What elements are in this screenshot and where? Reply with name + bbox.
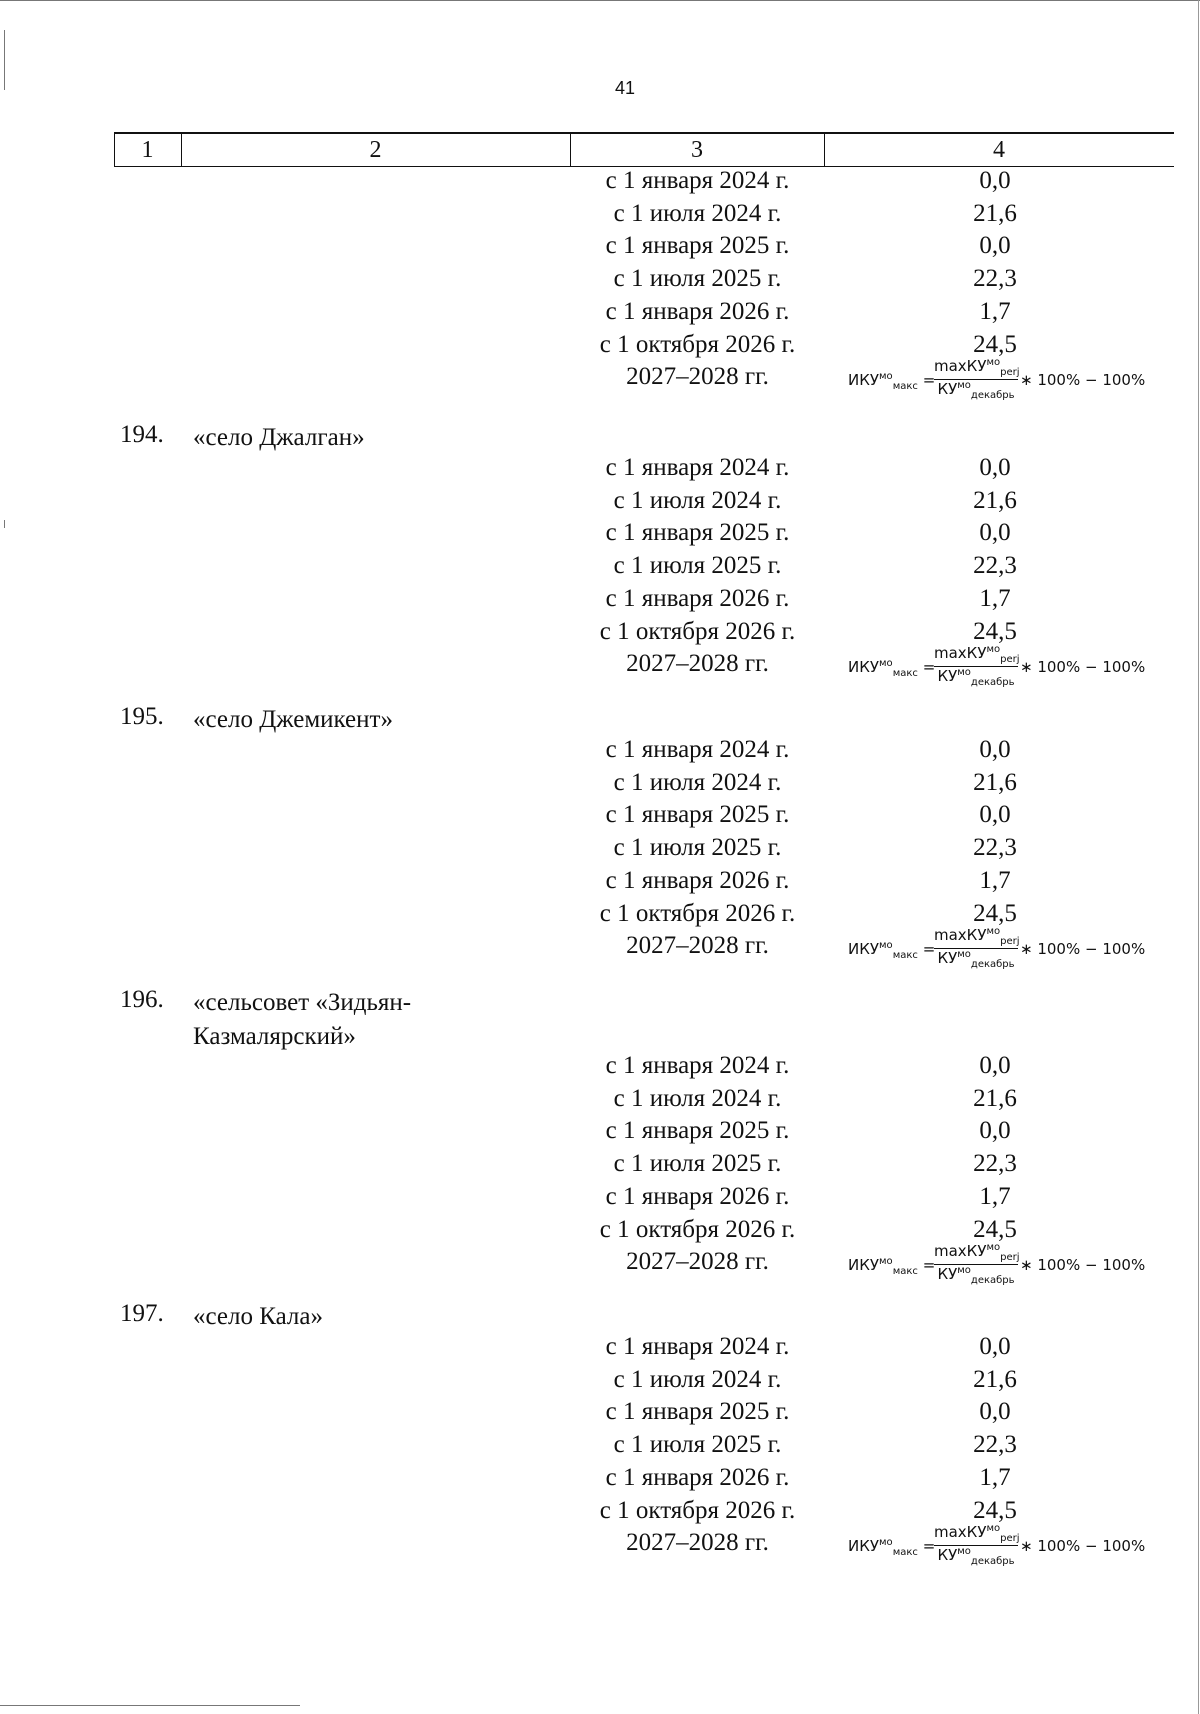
value-cell: 0,0 xyxy=(979,232,1011,260)
formula-rhs: ∗ 100% − 100% xyxy=(1020,371,1146,390)
value-cell: 1,7 xyxy=(979,866,1011,894)
period-cell: с 1 января 2024 г. xyxy=(605,1333,790,1360)
table-row xyxy=(0,1333,1200,1366)
formula xyxy=(848,1242,1158,1286)
header-col-1: 1 xyxy=(141,137,154,163)
table-row xyxy=(0,644,1200,689)
table-row xyxy=(0,926,1200,971)
period-cell: с 1 октября 2026 г. xyxy=(599,1496,796,1524)
value-cell: 22,3 xyxy=(973,834,1017,862)
table-row xyxy=(0,454,1200,487)
period-cell: с 1 января 2024 г. xyxy=(605,736,790,763)
period-cell: с 1 июля 2024 г. xyxy=(613,1084,782,1112)
table-row xyxy=(0,1242,1200,1287)
table-row xyxy=(0,769,1200,802)
period-cell: 2027–2028 гг. xyxy=(626,932,769,960)
value-cell: 24,5 xyxy=(973,1215,1017,1243)
table-row xyxy=(0,200,1200,233)
formula-numerator: maxКУ$^{мо}_{perj}$ xyxy=(934,644,1020,666)
period-cell: с 1 июля 2025 г. xyxy=(613,265,782,293)
value-cell: 0,0 xyxy=(979,519,1011,547)
entry-name: «село Кала» xyxy=(193,1303,323,1330)
formula-numerator: maxКУ$^{мо}_{perj}$ xyxy=(934,1523,1020,1545)
header-col-4: 4 xyxy=(993,137,1005,163)
table-row xyxy=(0,1398,1200,1431)
formula-lhs: $ИКУ^{мо}_{макс}$ = xyxy=(848,1537,936,1559)
formula-rhs: ∗ 100% − 100% xyxy=(1020,1256,1146,1275)
table-row xyxy=(0,232,1200,265)
table-row xyxy=(0,298,1200,331)
formula xyxy=(848,1523,1158,1567)
entry-number: 195. xyxy=(120,703,164,730)
table-row xyxy=(0,1464,1200,1497)
table-row xyxy=(0,1117,1200,1150)
table-row xyxy=(0,357,1200,402)
entry-header xyxy=(0,1300,1200,1333)
formula-rhs: ∗ 100% − 100% xyxy=(1020,658,1146,677)
value-cell: 21,6 xyxy=(973,1365,1017,1393)
formula-numerator: maxКУ$^{мо}_{perj}$ xyxy=(934,1242,1020,1264)
period-cell: с 1 июля 2024 г. xyxy=(613,486,782,514)
value-cell: 21,6 xyxy=(973,199,1017,227)
value-cell: 24,5 xyxy=(973,1496,1017,1524)
formula xyxy=(848,926,1158,970)
table-row xyxy=(0,519,1200,552)
formula-lhs: $ИКУ^{мо}_{макс}$ = xyxy=(848,371,936,393)
period-cell: с 1 января 2024 г. xyxy=(605,454,790,481)
value-cell: 24,5 xyxy=(973,330,1017,358)
period-cell: с 1 января 2024 г. xyxy=(605,1052,790,1079)
header-col-2: 2 xyxy=(369,137,382,163)
value-cell: 1,7 xyxy=(979,584,1011,612)
formula-lhs: $ИКУ^{мо}_{макс}$ = xyxy=(848,1256,936,1278)
value-cell: 0,0 xyxy=(979,454,1011,481)
table-row xyxy=(0,1085,1200,1118)
table-row xyxy=(0,867,1200,900)
scan-edge-mark xyxy=(0,1705,300,1706)
entry-number: 196. xyxy=(120,986,164,1013)
period-cell: с 1 января 2026 г. xyxy=(605,866,790,894)
formula-rhs: ∗ 100% − 100% xyxy=(1020,1537,1146,1556)
period-cell: с 1 января 2025 г. xyxy=(605,801,790,829)
value-cell: 0,0 xyxy=(979,1398,1011,1426)
table-row xyxy=(0,1150,1200,1183)
entry-name xyxy=(193,986,411,1054)
table-header xyxy=(114,132,1174,167)
entry-header xyxy=(0,421,1200,454)
value-cell: 0,0 xyxy=(979,1052,1011,1079)
period-cell: с 1 января 2024 г. xyxy=(605,167,790,194)
page-number: 41 xyxy=(614,78,636,98)
value-cell: 0,0 xyxy=(979,1117,1011,1145)
value-cell: 22,3 xyxy=(973,1431,1017,1459)
table-row xyxy=(0,552,1200,585)
period-cell: с 1 июля 2025 г. xyxy=(613,1431,782,1459)
formula xyxy=(848,357,1158,401)
formula-lhs: $ИКУ^{мо}_{макс}$ = xyxy=(848,940,936,962)
period-cell: с 1 июля 2025 г. xyxy=(613,834,782,862)
entry-number: 197. xyxy=(120,1300,164,1327)
period-cell: с 1 октября 2026 г. xyxy=(599,899,796,927)
period-cell: с 1 января 2026 г. xyxy=(605,584,790,612)
value-cell: 1,7 xyxy=(979,297,1011,325)
formula-denominator: $КУ^{мо}_{декабрь}$ xyxy=(937,1265,1015,1287)
formula-rhs: ∗ 100% − 100% xyxy=(1020,940,1146,959)
entry-name-line: «сельсовет «Зидьян- xyxy=(193,989,412,1016)
value-cell: 0,0 xyxy=(979,167,1011,194)
formula-denominator: $КУ^{мо}_{декабрь}$ xyxy=(937,380,1015,402)
table-row xyxy=(0,801,1200,834)
period-cell: с 1 января 2025 г. xyxy=(605,519,790,547)
period-cell: с 1 января 2025 г. xyxy=(605,1117,790,1145)
formula-numerator: maxКУ$^{мо}_{perj}$ xyxy=(934,357,1020,379)
value-cell: 22,3 xyxy=(973,1150,1017,1178)
formula-denominator: $КУ^{мо}_{декабрь}$ xyxy=(937,1546,1015,1568)
entry-header xyxy=(0,986,1200,1050)
formula-denominator: $КУ^{мо}_{декабрь}$ xyxy=(937,667,1015,689)
period-cell: с 1 января 2026 г. xyxy=(605,1463,790,1491)
period-cell: с 1 октября 2026 г. xyxy=(599,617,796,645)
entry-name-line: Казмалярский» xyxy=(193,1023,356,1050)
value-cell: 1,7 xyxy=(979,1182,1011,1210)
period-cell: 2027–2028 гг. xyxy=(626,650,769,678)
value-cell: 0,0 xyxy=(979,801,1011,829)
period-cell: с 1 января 2026 г. xyxy=(605,297,790,325)
value-cell: 24,5 xyxy=(973,899,1017,927)
value-cell: 22,3 xyxy=(973,552,1017,580)
formula-numerator: maxКУ$^{мо}_{perj}$ xyxy=(934,926,1020,948)
value-cell: 22,3 xyxy=(973,265,1017,293)
formula xyxy=(848,644,1158,688)
table-row xyxy=(0,1183,1200,1216)
entry-header xyxy=(0,703,1200,736)
table-row xyxy=(0,1523,1200,1568)
period-cell: с 1 июля 2024 г. xyxy=(613,199,782,227)
table-row xyxy=(0,585,1200,618)
period-cell: 2027–2028 гг. xyxy=(626,1248,769,1276)
value-cell: 0,0 xyxy=(979,736,1011,763)
table-row xyxy=(0,834,1200,867)
entry-number: 194. xyxy=(120,421,164,448)
table-row xyxy=(0,167,1200,200)
period-cell: 2027–2028 гг. xyxy=(626,1529,769,1557)
value-cell: 21,6 xyxy=(973,768,1017,796)
formula-fraction xyxy=(934,357,1018,401)
formula-fraction xyxy=(934,644,1018,688)
period-cell: с 1 июля 2025 г. xyxy=(613,552,782,580)
period-cell: с 1 июля 2024 г. xyxy=(613,1365,782,1393)
value-cell: 24,5 xyxy=(973,617,1017,645)
formula-fraction xyxy=(934,926,1018,970)
header-col-3: 3 xyxy=(691,137,703,163)
entry-name: «село Джемикент» xyxy=(193,706,393,733)
value-cell: 1,7 xyxy=(979,1463,1011,1491)
period-cell: с 1 октября 2026 г. xyxy=(599,1215,796,1243)
table-row xyxy=(0,1431,1200,1464)
period-cell: с 1 июля 2025 г. xyxy=(613,1150,782,1178)
formula-fraction xyxy=(934,1523,1018,1567)
scan-top-edge xyxy=(0,0,1200,1)
period-cell: с 1 января 2026 г. xyxy=(605,1182,790,1210)
formula-denominator: $КУ^{мо}_{декабрь}$ xyxy=(937,949,1015,971)
entry-name: «село Джалган» xyxy=(193,424,365,451)
period-cell: с 1 января 2025 г. xyxy=(605,1398,790,1426)
value-cell: 0,0 xyxy=(979,1333,1011,1360)
period-cell: с 1 июля 2024 г. xyxy=(613,768,782,796)
formula-fraction xyxy=(934,1242,1018,1286)
value-cell: 21,6 xyxy=(973,1084,1017,1112)
table-row xyxy=(0,1052,1200,1085)
table-row xyxy=(0,1366,1200,1399)
table-row xyxy=(0,736,1200,769)
table-row xyxy=(0,487,1200,520)
period-cell: 2027–2028 гг. xyxy=(626,363,769,391)
value-cell: 21,6 xyxy=(973,486,1017,514)
period-cell: с 1 октября 2026 г. xyxy=(599,330,796,358)
formula-lhs: $ИКУ^{мо}_{макс}$ = xyxy=(848,658,936,680)
period-cell: с 1 января 2025 г. xyxy=(605,232,790,260)
table-row xyxy=(0,265,1200,298)
